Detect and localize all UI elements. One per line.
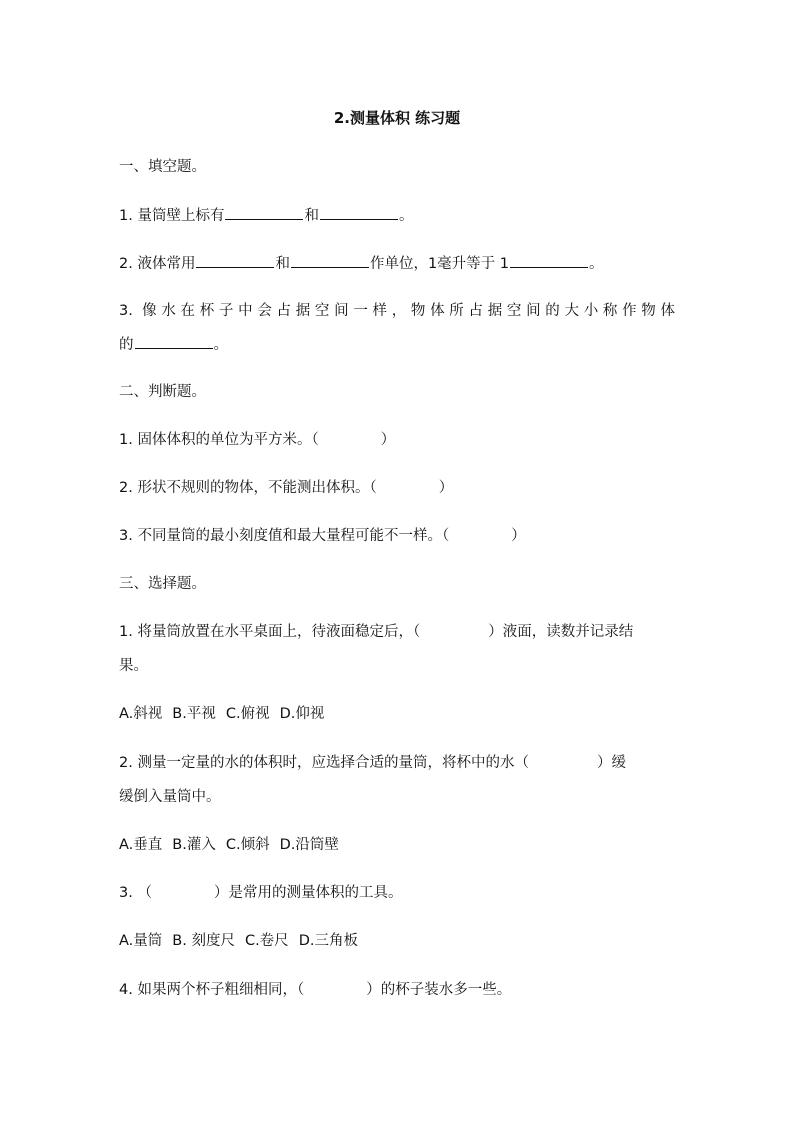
question-mc-1-options xyxy=(119,704,679,724)
question-fill-2: 2. 液体常用 和 作单位，1毫升等于 1 。 xyxy=(119,253,679,274)
question-fill-1: 1. 量筒壁上标有 和 。 xyxy=(119,205,679,226)
option-b[interactable]: B.平视 xyxy=(172,706,216,722)
question-fill-3-line2: 的 。 xyxy=(119,334,679,355)
question-tf-1: 1. 固体体积的单位为平方米。（ ） xyxy=(119,432,396,448)
question-mc-2-line1: 2. 测量一定量的水的体积时，应选择合适的量筒，将杯中的水（ ）缓 xyxy=(119,755,626,771)
question-mc-1-line1: 1. 将量筒放置在水平桌面上，待液面稳定后，（ ）液面，读数并记录结 xyxy=(119,624,634,640)
section-heading-fill-blank: 一、填空题。 xyxy=(119,159,206,175)
option-d[interactable]: D.仰视 xyxy=(279,706,325,722)
question-mc-4: 4. 如果两个杯子粗细相同，（ ）的杯子装水多一些。 xyxy=(119,982,512,998)
option-a[interactable]: A.量筒 xyxy=(119,933,163,949)
answer-blank[interactable] xyxy=(135,334,213,349)
option-a[interactable]: A.垂直 xyxy=(119,837,163,853)
option-d[interactable]: D.三角板 xyxy=(298,933,358,949)
question-fill-3-line1: 3. 像水在杯子中会占据空间一样，物体所占据空间的大小称作物体 xyxy=(119,303,675,319)
option-a[interactable]: A.斜视 xyxy=(119,706,163,722)
option-c[interactable]: C.卷尺 xyxy=(244,933,289,949)
question-tf-2: 2. 形状不规则的物体，不能测出体积。（ ） xyxy=(119,480,454,496)
answer-blank[interactable] xyxy=(291,253,369,268)
option-b[interactable]: B.灌入 xyxy=(172,837,216,853)
answer-blank[interactable] xyxy=(225,205,303,220)
answer-blank[interactable] xyxy=(510,253,588,268)
question-mc-3: 3. （ ）是常用的测量体积的工具。 xyxy=(119,885,403,901)
question-mc-1-line2: 果。 xyxy=(119,658,148,674)
question-mc-2-options xyxy=(119,835,679,855)
answer-blank[interactable] xyxy=(320,205,398,220)
option-d[interactable]: D.沿筒壁 xyxy=(279,837,339,853)
question-tf-3: 3. 不同量筒的最小刻度值和最大量程可能不一样。（ ） xyxy=(119,528,526,544)
option-c[interactable]: C.俯视 xyxy=(225,706,270,722)
answer-blank[interactable] xyxy=(196,253,274,268)
option-b[interactable]: B. 刻度尺 xyxy=(172,933,235,949)
page-title: 2.测量体积 练习题 xyxy=(333,109,461,127)
section-heading-multiple-choice: 三、选择题。 xyxy=(119,576,206,592)
question-mc-2-line2: 缓倒入量筒中。 xyxy=(119,789,221,805)
section-heading-true-false: 二、判断题。 xyxy=(119,384,206,400)
question-mc-3-options xyxy=(119,931,679,951)
option-c[interactable]: C.倾斜 xyxy=(225,837,270,853)
